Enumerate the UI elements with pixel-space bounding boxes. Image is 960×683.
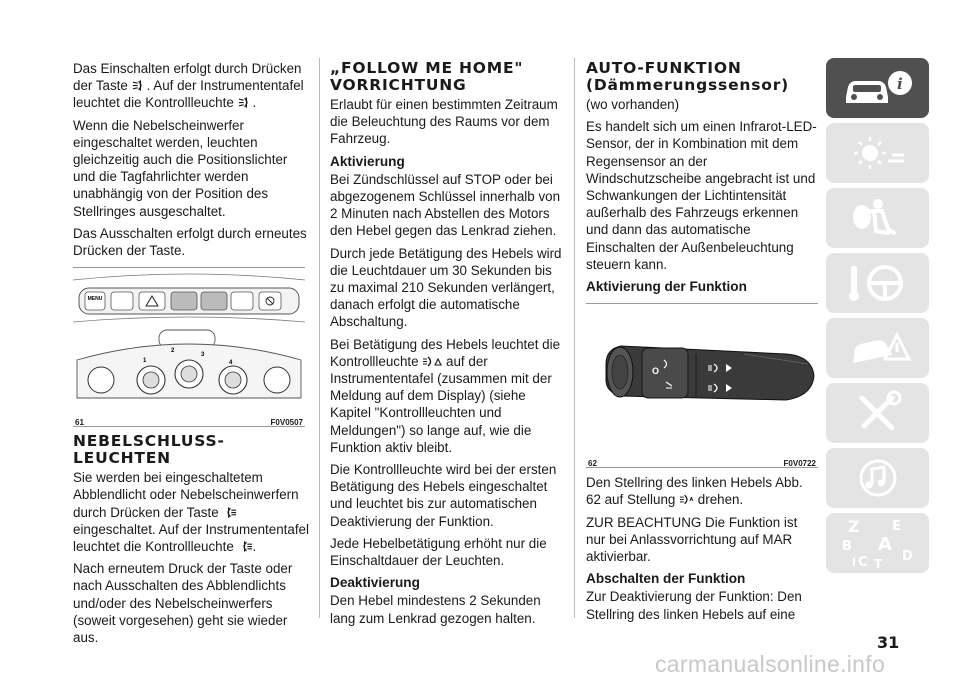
alphabet-index-icon bbox=[838, 516, 918, 570]
dial-number: 4 bbox=[229, 360, 233, 367]
column-divider bbox=[574, 58, 575, 618]
heading-activation: Aktivierung bbox=[330, 153, 405, 169]
paragraph: Den Hebel mindestens 2 Sekunden lang zum Lenkrad gezogen halten. bbox=[330, 593, 541, 626]
paragraph: (wo vorhanden) bbox=[586, 97, 680, 112]
figure-number: 61 bbox=[75, 418, 84, 428]
figure-61 bbox=[73, 267, 305, 427]
chapter-sidebar bbox=[826, 58, 929, 578]
svg-text:A: A bbox=[689, 497, 694, 504]
rear-fog-light-icon bbox=[222, 506, 237, 519]
svg-text:A: A bbox=[877, 534, 892, 555]
heading-deactivation: Deaktivierung bbox=[330, 575, 420, 591]
dashboard-buttons-illustration bbox=[73, 268, 305, 412]
chapter-tab-starting[interactable] bbox=[826, 253, 929, 313]
heading-deactivate-function: Abschalten der Funktion bbox=[586, 571, 746, 587]
light-stalk-illustration bbox=[586, 304, 818, 453]
heading-activate-function: Aktivierung der Funktion bbox=[586, 279, 747, 295]
follow-me-home-icon bbox=[422, 355, 442, 368]
figure-caption bbox=[586, 453, 818, 467]
svg-text:I: I bbox=[851, 556, 856, 569]
figure-caption bbox=[73, 412, 305, 426]
paragraph: Es handelt sich um einen Infrarot-LED-Sensor, der in Kombination mit dem Regensensor an der Windschutzscheibe angebracht ist und Schwankungen der Lichtintensität außerhalb des Fahrzeugs erkennen und dann das automatische Einschalten der Außenbeleuchtung steuern kann. bbox=[586, 119, 817, 272]
chapter-tab-car-info[interactable] bbox=[826, 58, 929, 118]
page-number: 31 bbox=[877, 633, 900, 652]
column-divider bbox=[319, 58, 320, 618]
column-middle bbox=[330, 60, 562, 632]
paragraph: Jede Hebelbetätigung erhöht nur die Einschaltdauer der Leuchten. bbox=[330, 535, 547, 569]
chapter-tab-maintenance[interactable] bbox=[826, 383, 929, 443]
fog-light-icon bbox=[238, 96, 253, 109]
svg-text:Z: Z bbox=[847, 517, 860, 536]
paragraph: ZUR BEACHTUNG Die Funktion ist nur bei Anlassvorrichtung auf MAR aktivierbar. bbox=[586, 514, 798, 565]
tools-icon bbox=[848, 390, 908, 436]
heading-fog-rear: NEBELSCHLUSS-LEUCHTEN bbox=[73, 432, 225, 468]
fog-light-button bbox=[171, 292, 197, 310]
music-navigation-icon bbox=[848, 455, 908, 501]
figure-code: F0V0507 bbox=[270, 418, 303, 428]
paragraph: Die Kontrollleuchte wird bei der ersten Betätigung des Hebels eingeschaltet und leuchtet bis zur automatischen Deaktivierung der Funktion. bbox=[330, 462, 557, 529]
paragraph: Bei Betätigung des Hebels leuchtet die Kontrollleuchte auf der Instrumententafel (zusammen mit der Meldung auf dem Display) (siehe Kapitel "Kontrollleuchten und Meldungen") so lange auf, wie die Funktion aktiv bleibt. bbox=[330, 336, 561, 455]
svg-text:T: T bbox=[873, 557, 882, 570]
paragraph: Das Ausschalten erfolgt durch erneutes Drücken der Taste. bbox=[73, 225, 307, 259]
menu-button-label: MENU bbox=[87, 296, 103, 303]
paragraph: Den Stellring des linken Hebels Abb. 62 auf Stellung A drehen. bbox=[586, 475, 803, 508]
dial-number: 3 bbox=[201, 352, 205, 359]
column-left bbox=[73, 60, 313, 651]
rear-fog-light-icon bbox=[238, 540, 253, 553]
stalk-off-label: O bbox=[652, 366, 660, 377]
fog-light-icon bbox=[132, 79, 147, 92]
chapter-tab-multimedia[interactable] bbox=[826, 448, 929, 508]
auto-light-icon bbox=[679, 493, 694, 506]
figure-code: F0V0722 bbox=[783, 459, 816, 469]
paragraph: Das Einschalten erfolgt durch Drücken der Taste . Auf der Instrumententafel leuchtet die Kontrollleuchte . bbox=[73, 61, 304, 111]
chapter-tab-dashboard[interactable] bbox=[826, 123, 929, 183]
light-ring bbox=[642, 348, 688, 398]
heading-follow-me-home: „FOLLOW ME HOME" VORRICHTUNG bbox=[330, 59, 524, 94]
airbag-seat-icon bbox=[848, 195, 908, 241]
column-right bbox=[586, 60, 818, 628]
dial-number: 1 bbox=[143, 358, 147, 365]
figure-number: 62 bbox=[588, 459, 597, 469]
svg-text:E: E bbox=[891, 519, 901, 534]
paragraph: Durch jede Betätigung des Hebels wird die Leuchtdauer um 30 Sekunden bis zu maximal 210 Sekunden verlängert, danach erfolgt die automatische Abschaltung. bbox=[330, 245, 562, 330]
svg-text:C: C bbox=[857, 555, 868, 570]
heading-auto-function: AUTO-FUNKTION (Dämmerungssensor) bbox=[586, 59, 790, 94]
paragraph: Sie werden bei eingeschaltetem Abblendlicht oder Nebelscheinwerfern durch Drücken der Taste eingeschaltet. Auf der Instrumententafel leuchtet die Kontrollleuchte . bbox=[73, 470, 309, 555]
chapter-tab-safety[interactable] bbox=[826, 188, 929, 248]
paragraph: Erlaubt für einen bestimmten Zeitraum die Beleuchtung des Raums vor dem Fahrzeug. bbox=[330, 97, 558, 147]
rear-fog-button bbox=[201, 292, 227, 310]
car-warning-icon bbox=[843, 325, 913, 371]
paragraph: Nach erneutem Druck der Taste oder nach Ausschalten des Abblendlichts und/oder des Nebelscheinwerfers (soweit vorgesehen) geht sie wieder aus. bbox=[73, 561, 293, 646]
figure-62 bbox=[586, 303, 818, 468]
chapter-tab-emergency[interactable] bbox=[826, 318, 929, 378]
svg-text:i: i bbox=[896, 75, 903, 93]
watermark: carmanualsonline.info bbox=[655, 651, 886, 677]
svg-text:B: B bbox=[841, 539, 852, 554]
car-info-icon bbox=[838, 65, 918, 111]
dial-number: 2 bbox=[171, 348, 175, 355]
dashboard-lights-icon bbox=[848, 131, 908, 175]
paragraph: Zur Deaktivierung der Funktion: Den Stellring des linken Hebels auf eine bbox=[586, 589, 802, 622]
chapter-tab-index[interactable] bbox=[826, 513, 929, 573]
paragraph: Bei Zündschlüssel auf STOP oder bei abgezogenem Schlüssel innerhalb von 2 Minuten nach Abstellen des Motors den Hebel gegen das Lenkrad ziehen. bbox=[330, 171, 561, 239]
steering-wheel-key-icon bbox=[843, 260, 913, 306]
paragraph: Wenn die Nebelscheinwerfer eingeschaltet werden, leuchten gleichzeitig auch die Positionslichter und die Tagfahrlichter werden unabhängig von der Position des Stellringes ausgeschaltet. bbox=[73, 117, 288, 219]
svg-text:D: D bbox=[901, 549, 913, 564]
